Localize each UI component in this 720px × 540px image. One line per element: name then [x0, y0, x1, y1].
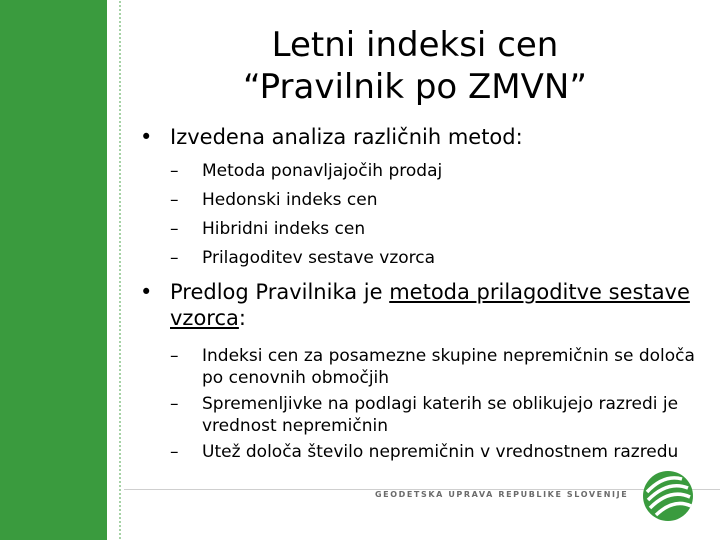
method-list [140, 160, 700, 269]
bullet-text-suffix: : [238, 306, 246, 330]
footer-organization: GEODETSKA UPRAVA REPUBLIKE SLOVENIJE [375, 490, 629, 499]
bullet-analysis [140, 124, 700, 150]
bullet-marker: • [140, 280, 153, 304]
list-item-text: Metoda ponavljajočih prodaj [202, 161, 443, 181]
bullet-marker: • [140, 125, 153, 149]
dash-marker: – [170, 442, 179, 462]
slide-title [130, 24, 700, 108]
side-green-bar [0, 0, 107, 540]
list-item [140, 345, 700, 389]
list-item [140, 441, 700, 463]
dash-marker: – [170, 190, 179, 210]
underlined-method-text-2: vzorca [170, 306, 239, 330]
list-item-text: Prilagoditev sestave vzorca [202, 248, 436, 268]
dash-marker: – [170, 161, 179, 181]
dash-marker: – [170, 219, 179, 239]
gurs-logo-icon [642, 470, 694, 522]
list-item-text: Indeksi cen za posamezne skupine nepremičnin se določa po cenovnih območjih [202, 346, 695, 388]
dash-marker: – [170, 346, 179, 366]
title-line-2: “Pravilnik po ZMVN” [243, 67, 587, 107]
list-item [140, 393, 700, 437]
list-item [140, 218, 700, 240]
list-item-text: Utež določa število nepremičnin v vrednostnem razredu [202, 442, 679, 462]
underlined-method-text: metoda prilagoditve sestave [389, 280, 690, 304]
list-item [140, 189, 700, 211]
dash-marker: – [170, 394, 179, 414]
bullet-proposal [140, 279, 700, 331]
list-item-text: Spremenljivke na podlagi katerih se oblikujejo razredi je vrednost nepremičnin [202, 394, 679, 436]
bullet-text-prefix: Predlog Pravilnika je [170, 280, 390, 304]
title-line-1: Letni indeksi cen [271, 25, 559, 65]
slide-content [140, 124, 700, 467]
side-dotted-line [118, 0, 122, 540]
list-item-text: Hedonski indeks cen [202, 190, 378, 210]
list-item [140, 247, 700, 269]
dash-marker: – [170, 248, 179, 268]
list-item-text: Hibridni indeks cen [202, 219, 366, 239]
bullet-text: Izvedena analiza različnih metod: [170, 125, 523, 149]
proposal-list [140, 345, 700, 463]
list-item [140, 160, 700, 182]
